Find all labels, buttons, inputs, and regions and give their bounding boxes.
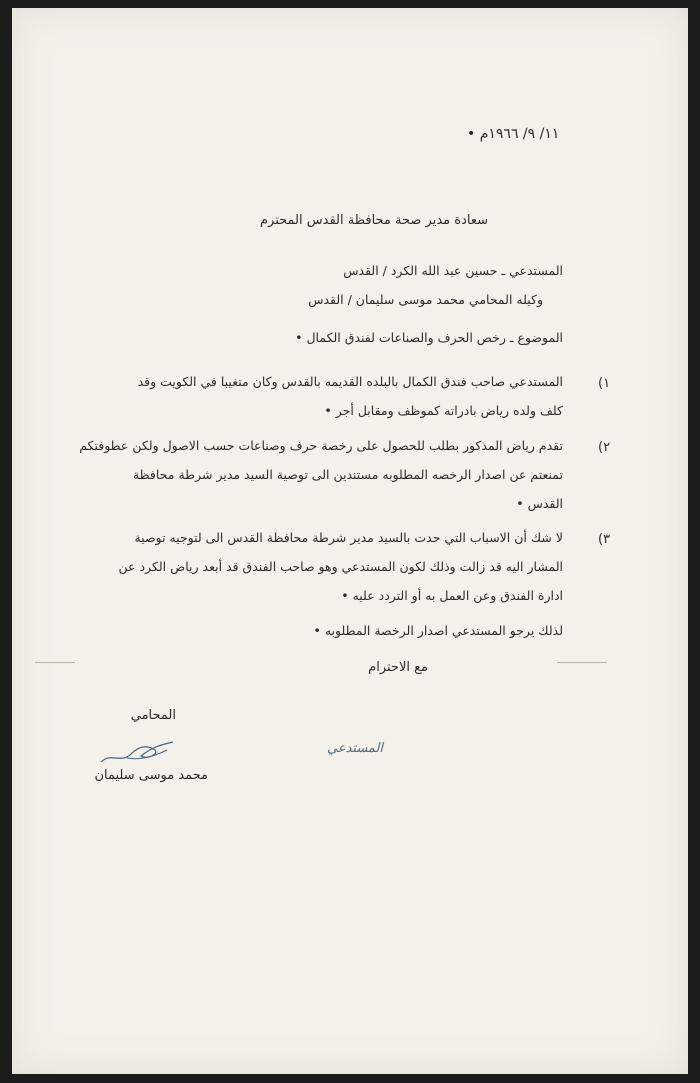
paragraph-1-line-1: المستدعي صاحب فندق الكمال بالبلده القديمه بالقدس وكان متغيبا في الكويت وقد: [137, 374, 563, 389]
paragraph-3-number: ٣): [598, 532, 611, 547]
attorney-line: وكيله المحامي محمد موسى سليمان / القدس: [308, 292, 543, 307]
lawyer-title: المحامي: [130, 708, 176, 723]
paragraph-3-line-1: لا شك أن الاسباب التي حدت بالسيد مدير شرطة محافظة القدس الى لتوجيه توصية: [134, 530, 563, 545]
left-margin-dash: [35, 662, 75, 663]
document-date: ١١/ ٩/ ١٩٦٦م •: [467, 126, 560, 142]
addressee: سعادة مدير صحة محافظة القدس المحترم: [260, 213, 488, 228]
plaintiff-signature: المستدعي: [327, 741, 384, 756]
paragraph-2-number: ٢): [598, 440, 611, 455]
lawyer-name: محمد موسى سليمان: [94, 768, 208, 783]
paragraph-3-line-2: المشار اليه قد زالت وذلك لكون المستدعي وهو صاحب الفندق قد أبعد رياض الكرد عن: [118, 559, 563, 574]
paragraph-3-line-3: ادارة الفندق وعن العمل به أو التردد عليه •: [341, 588, 563, 603]
paragraph-2-line-2: تمنعتم عن اصدار الرخصه المطلوبه مستندين الى توصية السيد مدير شرطة محافظة: [132, 467, 563, 482]
lawyer-handwritten-signature: [97, 736, 177, 770]
closing: مع الاحترام: [368, 660, 428, 675]
right-margin-dash: [557, 662, 607, 663]
request-line: لذلك يرجو المستدعي اصدار الرخصة المطلوبه •: [313, 623, 563, 638]
plaintiff-line: المستدعي ـ حسين عبد الله الكرد / القدس: [343, 263, 563, 278]
paragraph-1-number: ١): [598, 376, 611, 391]
document-page: [12, 8, 688, 1074]
paragraph-1-line-2: كلف ولده رياض بادراته كموظف ومقابل أجر •: [324, 403, 563, 418]
subject-line: الموضوع ـ رخص الحرف والصناعات لفندق الكمال •: [295, 330, 563, 345]
paragraph-2-line-1: تقدم رياض المذكور بطلب للحصول على رخصة حرف وصناعات حسب الاصول ولكن عطوفتكم: [79, 438, 563, 453]
paragraph-2-line-3: القدس •: [516, 496, 563, 511]
